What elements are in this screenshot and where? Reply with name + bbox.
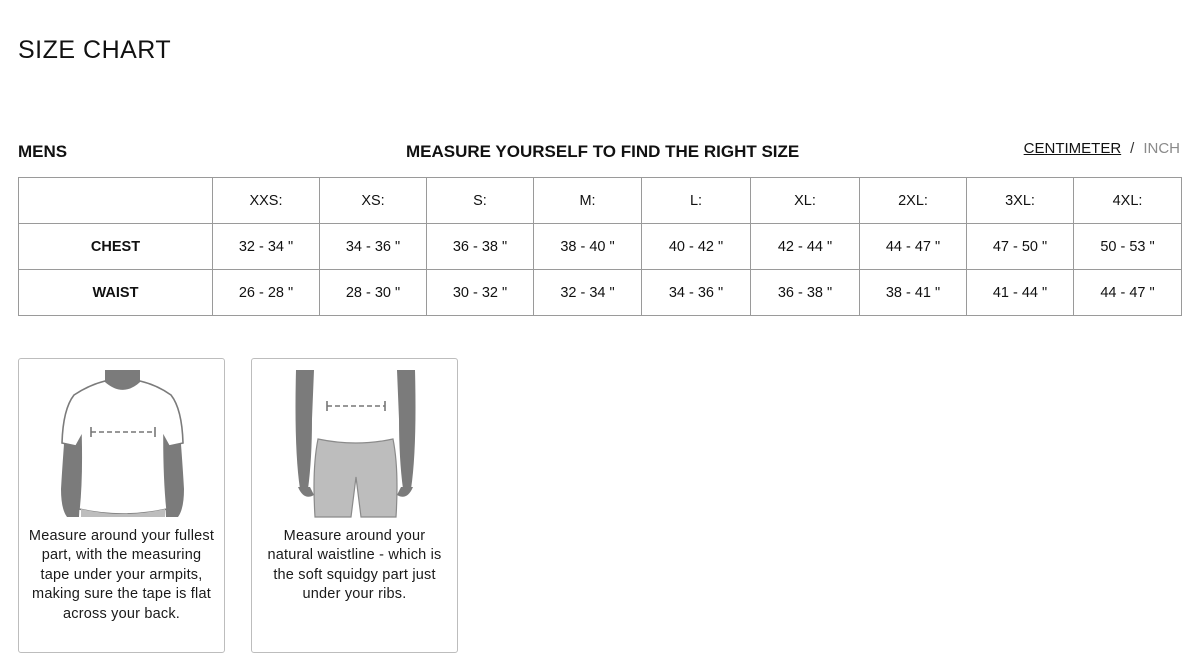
size-header-row bbox=[19, 178, 1182, 224]
table-cell: 32 - 34 " bbox=[534, 270, 642, 316]
unit-centimeter-link[interactable]: CENTIMETER bbox=[1023, 140, 1122, 157]
table-row-chest bbox=[19, 224, 1182, 270]
chest-guide-card bbox=[18, 358, 225, 653]
row-label-waist: WAIST bbox=[19, 270, 213, 316]
page-title: SIZE CHART bbox=[18, 36, 172, 64]
table-cell: 50 - 53 " bbox=[1074, 224, 1182, 270]
size-header-cell: M: bbox=[534, 178, 642, 224]
table-cell: 26 - 28 " bbox=[213, 270, 320, 316]
chest-guide-text: Measure around your fullest part, with the measuring tape under your armpits, making sure the tape is flat across your back. bbox=[28, 528, 215, 622]
table-cell: 28 - 30 " bbox=[320, 270, 427, 316]
size-header-cell: 4XL: bbox=[1074, 178, 1182, 224]
waist-guide-card bbox=[251, 358, 458, 653]
waist-guide-text: Measure around your natural waistline - which is the soft squidgy part just under your ribs. bbox=[267, 528, 442, 603]
table-cell: 32 - 34 " bbox=[213, 224, 320, 270]
size-header-cell: XXS: bbox=[213, 178, 320, 224]
size-header-cell: L: bbox=[642, 178, 751, 224]
table-cell: 41 - 44 " bbox=[967, 270, 1074, 316]
size-header-cell: 2XL: bbox=[860, 178, 967, 224]
waist-figure-icon bbox=[252, 359, 459, 519]
table-cell: 36 - 38 " bbox=[427, 224, 534, 270]
size-header-cell: XS: bbox=[320, 178, 427, 224]
measure-headline: MEASURE YOURSELF TO FIND THE RIGHT SIZE bbox=[406, 142, 800, 161]
table-cell: 34 - 36 " bbox=[320, 224, 427, 270]
table-cell: 44 - 47 " bbox=[860, 224, 967, 270]
table-cell: 40 - 42 " bbox=[642, 224, 751, 270]
header-corner-cell bbox=[19, 178, 213, 224]
table-cell: 30 - 32 " bbox=[427, 270, 534, 316]
table-cell: 47 - 50 " bbox=[967, 224, 1074, 270]
table-row-waist bbox=[19, 270, 1182, 316]
unit-separator: / bbox=[1130, 140, 1135, 157]
section-label-mens: MENS bbox=[18, 142, 68, 161]
tshirt-figure-icon bbox=[19, 359, 226, 519]
unit-toggle bbox=[1024, 140, 1180, 157]
table-cell: 36 - 38 " bbox=[751, 270, 860, 316]
table-cell: 42 - 44 " bbox=[751, 224, 860, 270]
unit-inch-link[interactable]: INCH bbox=[1143, 140, 1180, 157]
table-cell: 38 - 40 " bbox=[534, 224, 642, 270]
size-header-cell: 3XL: bbox=[967, 178, 1074, 224]
size-table bbox=[18, 177, 1182, 316]
row-label-chest: CHEST bbox=[19, 224, 213, 270]
table-cell: 34 - 36 " bbox=[642, 270, 751, 316]
size-header-cell: S: bbox=[427, 178, 534, 224]
size-header-cell: XL: bbox=[751, 178, 860, 224]
table-cell: 38 - 41 " bbox=[860, 270, 967, 316]
table-cell: 44 - 47 " bbox=[1074, 270, 1182, 316]
